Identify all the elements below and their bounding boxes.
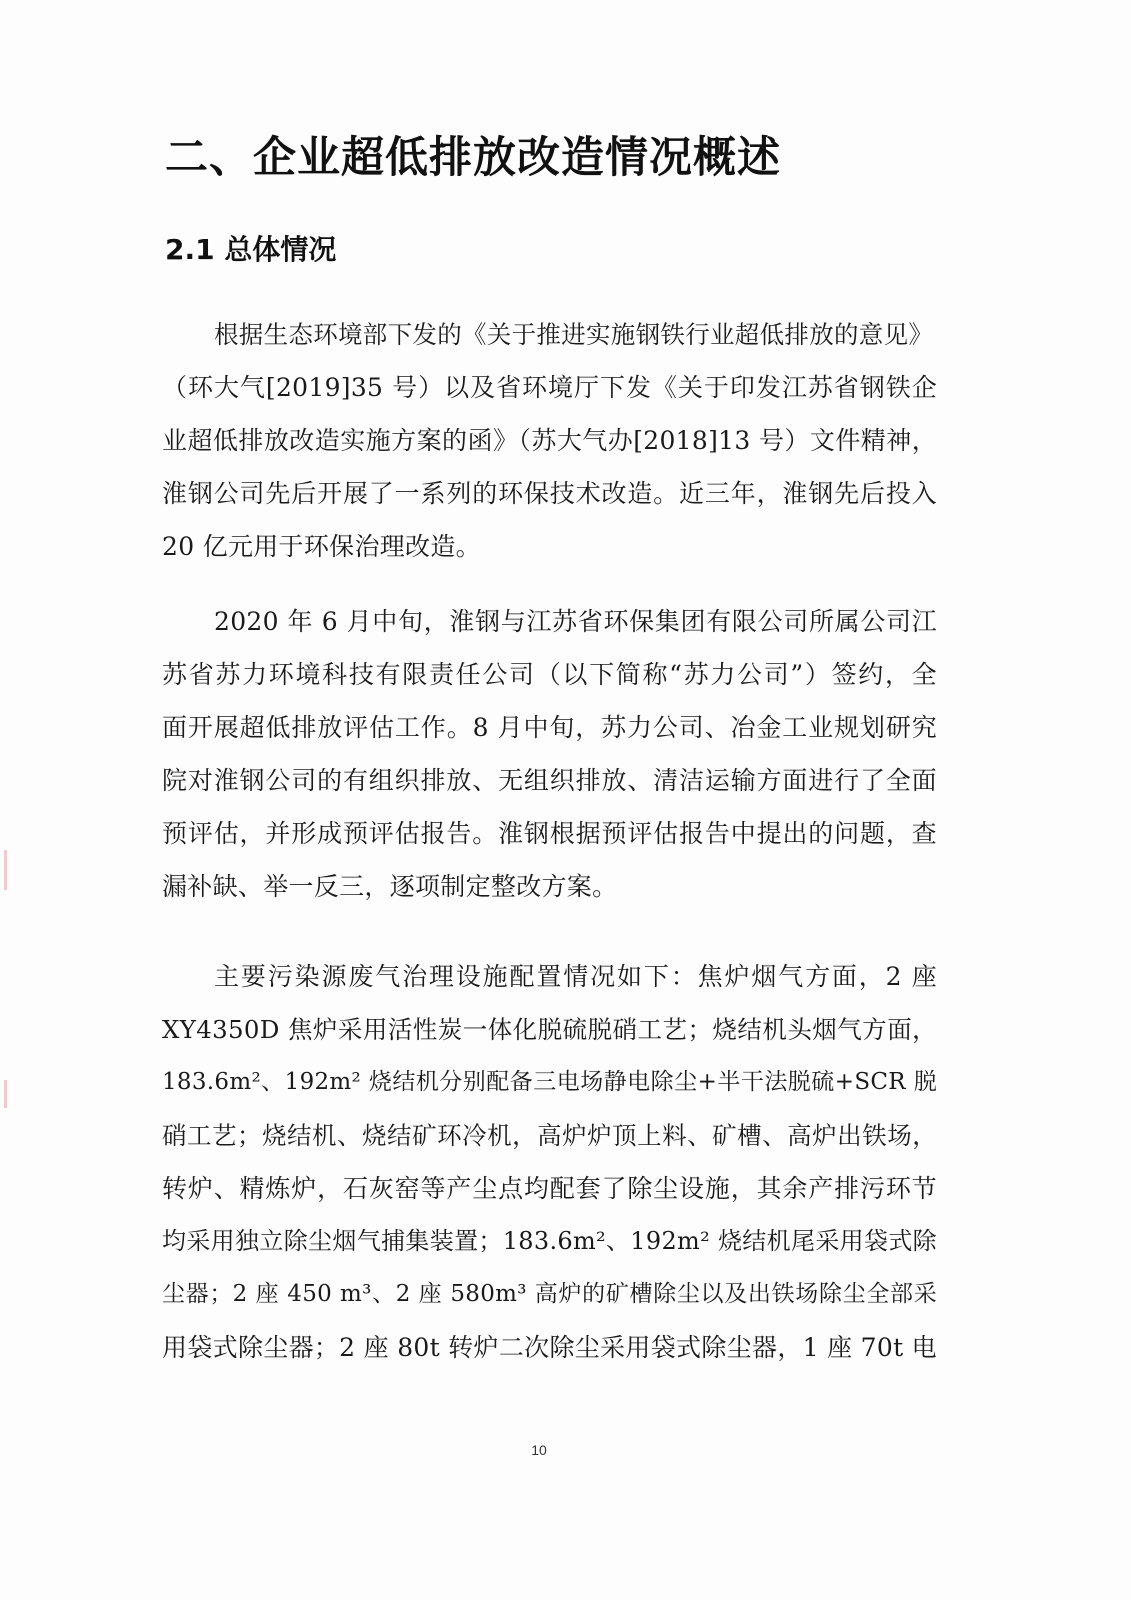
scan-edge-mark — [4, 850, 7, 890]
section-title: 2.1 总体情况 — [165, 233, 337, 266]
paragraph-line: 淮钢公司先后开展了一系列的环保技术改造。近三年，淮钢先后投入 — [162, 479, 937, 508]
paragraph-3 — [162, 950, 937, 1374]
paragraph-line: XY4350D 焦炉采用活性炭一体化脱硫脱硝工艺；烧结机头烟气方面， — [162, 1015, 937, 1044]
paragraph-line: 转炉、精炼炉，石灰窑等产尘点均配套了除尘设施，其余产排污环节 — [162, 1174, 937, 1203]
paragraph-line: 2020 年 6 月中旬，淮钢与江苏省环保集团有限公司所属公司江 — [214, 607, 937, 636]
paragraph-line: 根据生态环境部下发的《关于推进实施钢铁行业超低排放的意见》 — [214, 320, 934, 349]
page-number: 10 — [531, 1442, 547, 1458]
paragraph-line: 院对淮钢公司的有组织排放、无组织排放、清洁运输方面进行了全面 — [162, 766, 937, 795]
chapter-title: 二、企业超低排放改造情况概述 — [165, 133, 781, 183]
paragraph-line: 183.6m²、192m² 烧结机分别配备三电场静电除尘+半干法脱硫+SCR 脱 — [162, 1069, 937, 1095]
paragraph-1 — [162, 308, 937, 573]
paragraph-line: 预评估，并形成预评估报告。淮钢根据预评估报告中提出的问题，查 — [162, 819, 937, 848]
paragraph-2 — [162, 595, 937, 913]
paragraph-line: 20 亿元用于环保治理改造。 — [162, 532, 481, 561]
paragraph-line: 均采用独立除尘烟气捕集装置；183.6m²、192m² 烧结机尾采用袋式除 — [162, 1227, 937, 1255]
paragraph-line: 面开展超低排放评估工作。8 月中旬，苏力公司、冶金工业规划研究 — [162, 713, 937, 742]
paragraph-line: 主要污染源废气治理设施配置情况如下：焦炉烟气方面，2 座 — [214, 962, 937, 991]
paragraph-line: 业超低排放改造实施方案的函》（苏大气办[2018]13 号）文件精神， — [162, 426, 937, 455]
paragraph-line: 苏省苏力环境科技有限责任公司（以下简称“苏力公司”）签约，全 — [162, 660, 937, 689]
paragraph-line: 用袋式除尘器；2 座 80t 转炉二次除尘采用袋式除尘器，1 座 70t 电 — [162, 1333, 937, 1362]
scan-edge-mark — [4, 1080, 7, 1108]
paragraph-line: 硝工艺；烧结机、烧结矿环冷机，高炉炉顶上料、矿槽、高炉出铁场， — [162, 1121, 937, 1150]
paragraph-line: （环大气[2019]35 号）以及省环境厅下发《关于印发江苏省钢铁企 — [162, 373, 937, 402]
paragraph-line: 漏补缺、举一反三，逐项制定整改方案。 — [162, 872, 618, 901]
paragraph-line: 尘器；2 座 450 m³、2 座 580m³ 高炉的矿槽除尘以及出铁场除尘全部采 — [162, 1281, 937, 1307]
